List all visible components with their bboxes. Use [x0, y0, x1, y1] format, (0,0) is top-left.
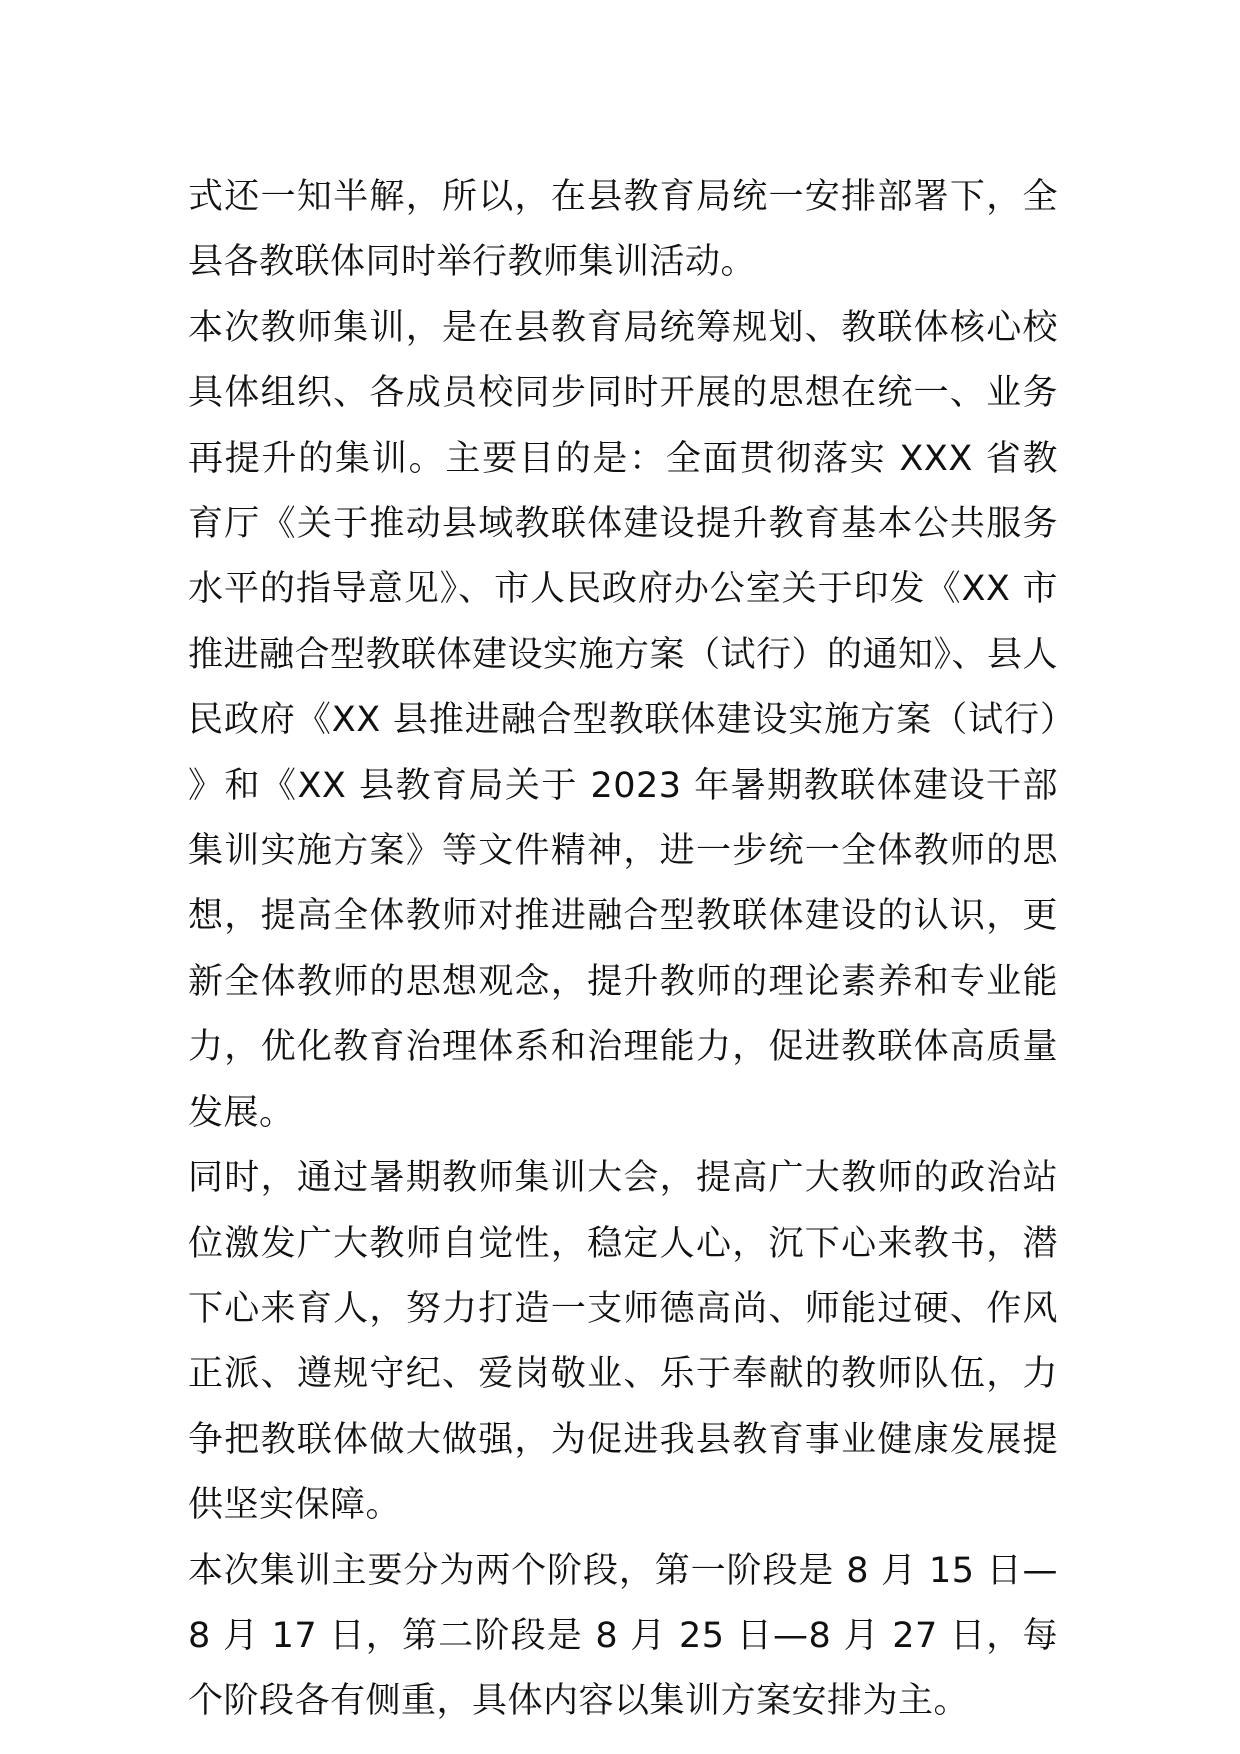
paragraph-training-purpose: 本次教师集训，是在县教育局统筹规划、教联体核心校具体组织、各成员校同步同时开展的思想在统一、业务再提升的集训。主要目的是：全面贯彻落实 XXX 省教育厅《关于推动县域教联体建设提升教育基本公共服务水平的指导意见》、市人民政府办公室关于印发《XX 市推进融合型教联体建设实施方案（试行）的通知》、县人民政府《XX 县推进融合型教联体建设实施方案（试行）》和《XX 县教育局关于 2023 年暑期教联体建设干部集训实施方案》等文件精神，进一步统一全体教师的思想，提高全体教师对推进融合型教联体建设的认识，更新全体教师的思想观念，提升教师的理论素养和专业能力，优化教育治理体系和治理能力，促进教联体高质量发展。: [188, 307, 1059, 1133]
paragraph-training-schedule: 本次集训主要分为两个阶段，第一阶段是 8 月 15 日—8 月 17 日，第二阶段是 8 月 25 日—8 月 27 日，每个阶段各有侧重，具体内容以集训方案安排为主。: [188, 1550, 1058, 1722]
document-body: [188, 165, 1058, 1735]
paragraph-training-goals: 同时，通过暑期教师集训大会，提高广大教师的政治站位激发广大教师自觉性，稳定人心，沉下心来教书，潜下心来育人，努力打造一支师德高尚、师能过硬、作风正派、遵规守纪、爱岗敬业、乐于奉献的教师队伍，力争把教联体做大做强，为促进我县教育事业健康发展提供坚实保障。: [188, 1158, 1058, 1526]
paragraph-continuation: 式还一知半解，所以，在县教育局统一安排部署下，全县各教联体同时举行教师集训活动。: [188, 177, 1058, 283]
